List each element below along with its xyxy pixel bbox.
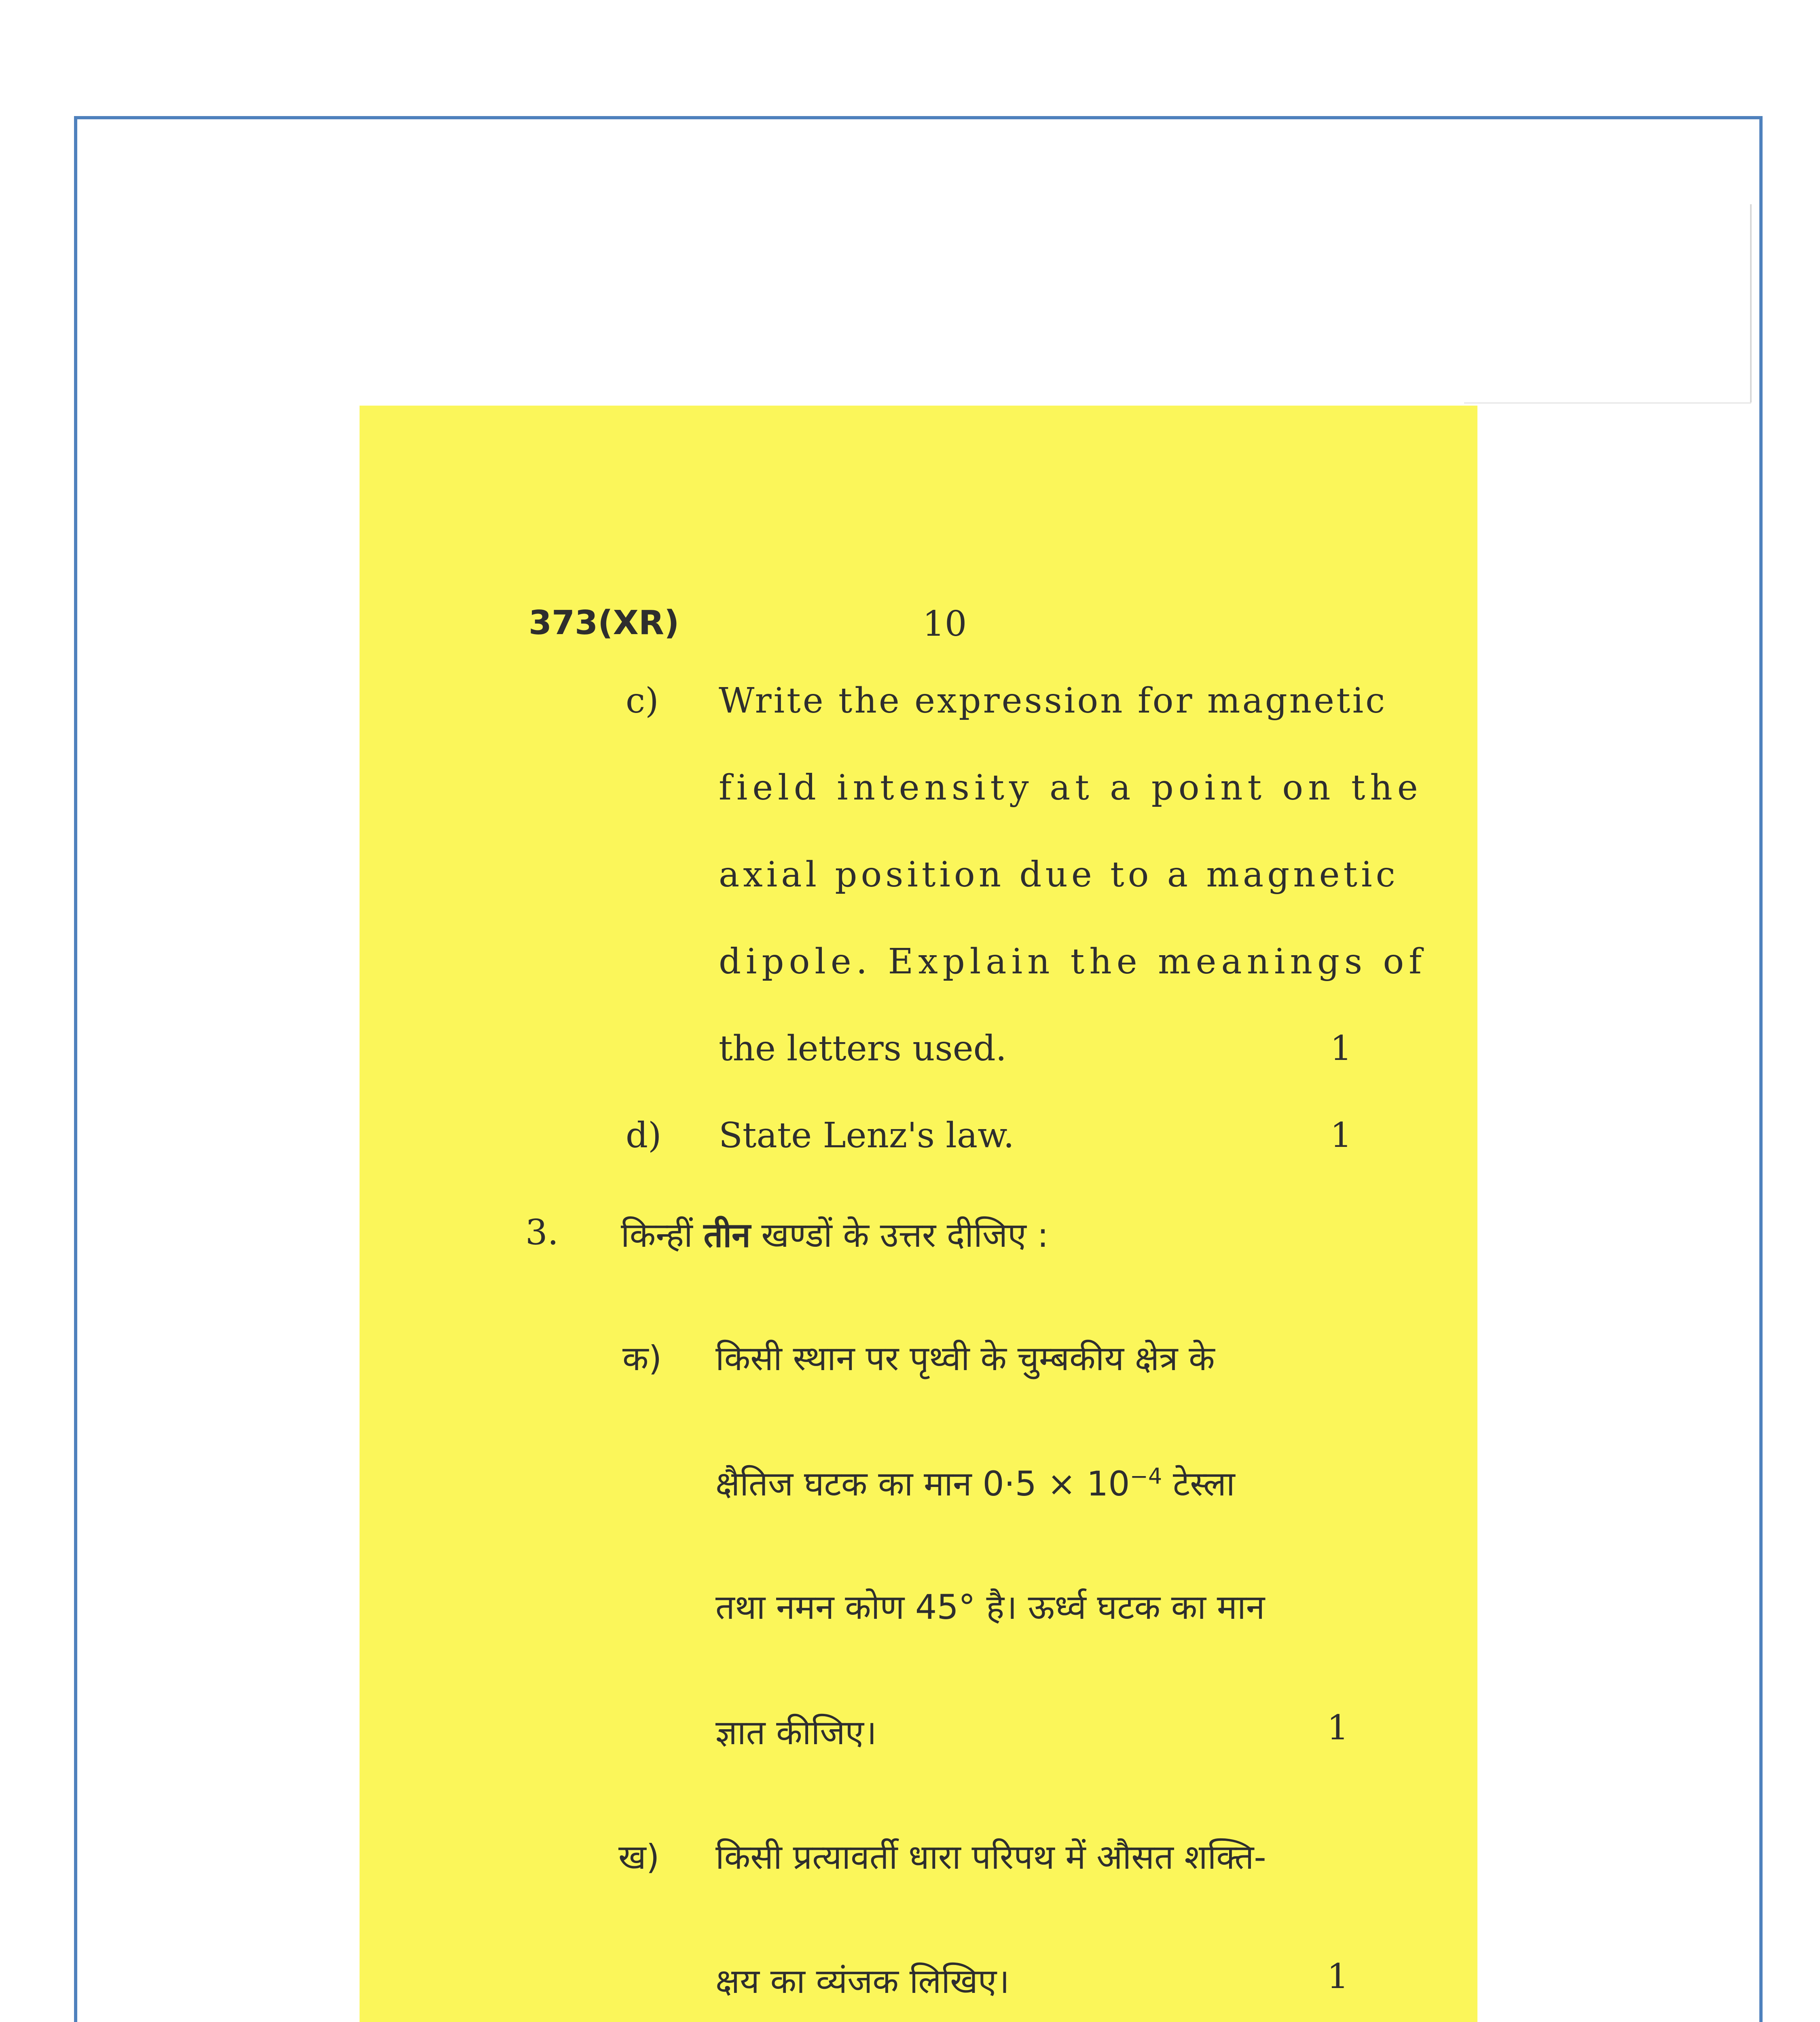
q3ka-line-1: किसी स्थान पर पृथ्वी के चुम्बकीय क्षेत्र के	[715, 1339, 1215, 1378]
q3ka-label: क)	[622, 1339, 662, 1378]
q3ka-line-4: ज्ञात कीजिए।	[715, 1713, 877, 1752]
q3ka-line-2-value: क्षैतिज घटक का मान 0·5 × 10	[715, 1464, 1130, 1504]
q2c-line-5: the letters used.	[719, 1028, 1007, 1069]
page-number: 10	[923, 604, 967, 644]
q3kha-marks: 1	[1327, 1956, 1349, 1996]
q3-instruction-pre: किन्हीं	[621, 1215, 693, 1255]
q3ka-line-2	[715, 1459, 1235, 1506]
q3kha-label: ख)	[618, 1837, 660, 1877]
question-paper-page	[360, 406, 1477, 2022]
q2d-marks: 1	[1330, 1115, 1352, 1155]
q3ka-exponent: −4	[1130, 1464, 1162, 1489]
q3-instruction-post: खण्डों के उत्तर दीजिए :	[761, 1215, 1049, 1255]
paper-code: 373(XR)	[529, 604, 679, 642]
q3kha-line-1: किसी प्रत्यावर्ती धारा परिपथ में औसत शक्ति-	[715, 1837, 1266, 1877]
q2c-line-4: dipole. Explain the meanings of	[719, 941, 1427, 982]
q3ka-marks: 1	[1327, 1708, 1349, 1747]
q3-instruction-bold: तीन	[703, 1215, 751, 1255]
q2c-marks: 1	[1330, 1028, 1352, 1068]
border-tick	[1750, 204, 1752, 402]
q2d-label: d)	[626, 1115, 662, 1156]
header-rule	[1464, 402, 1751, 404]
q2c-line-2: field intensity at a point on the	[719, 768, 1423, 808]
q2c-label: c)	[626, 681, 659, 721]
q3-number: 3.	[525, 1212, 559, 1253]
q3-instruction	[621, 1210, 1049, 1257]
q3kha-line-2: क्षय का व्यंजक लिखिए।	[715, 1961, 1010, 2001]
q2d-text: State Lenz's law.	[719, 1115, 1014, 1156]
q2c-line-1: Write the expression for magnetic	[719, 681, 1387, 721]
q3ka-line-3: तथा नमन कोण 45° है। ऊर्ध्व घटक का मान	[715, 1587, 1265, 1627]
q2c-line-3: axial position due to a magnetic	[719, 854, 1399, 895]
q3ka-unit: टेस्ला	[1172, 1464, 1235, 1504]
